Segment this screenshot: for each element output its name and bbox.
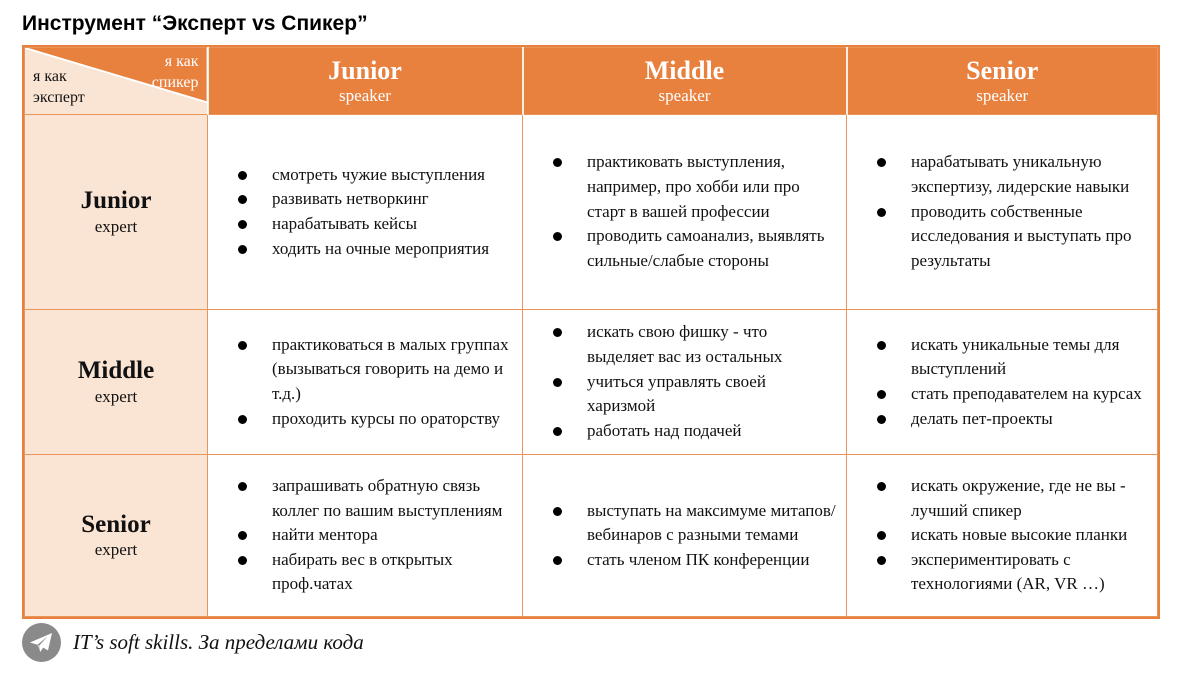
bullet-item: работать над подачей (551, 419, 836, 444)
bullet-item: делать пет-проекты (875, 407, 1147, 432)
bullet-item: искать уникальные темы для выступлений (875, 333, 1147, 382)
channel-name: IT’s soft skills. За пределами кода (73, 630, 364, 654)
bullet-list (523, 150, 846, 273)
bullet-list (208, 163, 522, 262)
row-title: Junior (80, 187, 152, 214)
matrix-corner-cell (25, 48, 208, 115)
telegram-icon (22, 623, 61, 662)
cell-senior-expert-senior-speaker (847, 455, 1158, 617)
table-row (25, 455, 1158, 617)
matrix-table (24, 47, 1158, 617)
bullet-item: практиковать выступления, например, про хобби или про старт в вашей профессии (551, 150, 836, 224)
bullet-item: стать членом ПК конференции (551, 548, 836, 573)
corner-expert-axis-label: я как эксперт (33, 68, 85, 107)
cell-senior-expert-junior-speaker (208, 455, 523, 617)
cell-middle-expert-senior-speaker (847, 310, 1158, 455)
cell-middle-expert-junior-speaker (208, 310, 523, 455)
row-subtitle: expert (94, 216, 138, 236)
bullet-list (847, 333, 1157, 432)
row-subtitle: expert (94, 386, 138, 406)
column-subtitle: speaker (658, 85, 711, 105)
row-header-middle-expert (25, 310, 208, 455)
bullet-item: экспериментировать с технологиями (AR, VR …) (875, 548, 1147, 597)
cell-junior-expert-junior-speaker (208, 115, 523, 310)
table-row (25, 310, 1158, 455)
column-title: Senior (966, 55, 1039, 85)
bullet-item: искать новые высокие планки (875, 523, 1147, 548)
bullet-item: проходить курсы по ораторству (236, 407, 512, 432)
header-row (25, 48, 1158, 115)
bullet-item: нарабатывать кейсы (236, 212, 512, 237)
cell-senior-expert-middle-speaker (523, 455, 847, 617)
cell-junior-expert-middle-speaker (523, 115, 847, 310)
bullet-item: искать свою фишку - что выделяет вас из остальных (551, 320, 836, 369)
bullet-item: ходить на очные мероприятия (236, 237, 512, 262)
corner-speaker-axis-label: я как спикер (151, 53, 199, 91)
row-header-senior-expert (25, 455, 208, 617)
bullet-item: найти ментора (236, 523, 512, 548)
page-title: Инструмент “Эксперт vs Спикер” (22, 12, 368, 35)
expert-vs-speaker-matrix (22, 45, 1160, 619)
row-title: Middle (77, 357, 155, 384)
bullet-list (847, 150, 1157, 273)
bullet-list (523, 320, 846, 443)
column-header-senior-speaker (847, 48, 1158, 115)
footer (22, 623, 364, 662)
row-title: Senior (81, 510, 151, 538)
cell-middle-expert-middle-speaker (523, 310, 847, 455)
bullet-item: проводить собственные исследования и выступать про результаты (875, 200, 1147, 274)
bullet-list (847, 474, 1157, 597)
column-header-middle-speaker (523, 48, 847, 115)
bullet-item: стать преподавателем на курсах (875, 382, 1147, 407)
column-subtitle: speaker (976, 85, 1029, 105)
bullet-item: смотреть чужие выступления (236, 163, 512, 188)
row-subtitle: expert (94, 540, 138, 560)
bullet-item: проводить самоанализ, выявлять сильные/слабые стороны (551, 224, 836, 273)
row-header-junior-expert (25, 115, 208, 310)
table-row (25, 115, 1158, 310)
column-title: Junior (328, 55, 402, 85)
bullet-item: учиться управлять своей харизмой (551, 370, 836, 419)
bullet-list (208, 474, 522, 597)
column-header-junior-speaker (208, 48, 523, 115)
bullet-list (523, 499, 846, 573)
bullet-item: искать окружение, где не вы - лучший спикер (875, 474, 1147, 523)
cell-junior-expert-senior-speaker (847, 115, 1158, 310)
bullet-item: набирать вес в открытых проф.чатах (236, 548, 512, 597)
bullet-item: практиковаться в малых группах (вызываться говорить на демо и т.д.) (236, 333, 512, 407)
bullet-item: выступать на максимуме митапов/вебинаров с разными темами (551, 499, 836, 548)
column-subtitle: speaker (339, 85, 391, 105)
bullet-item: запрашивать обратную связь коллег по вашим выступлениям (236, 474, 512, 523)
bullet-item: нарабатывать уникальную экспертизу, лидерские навыки (875, 150, 1147, 199)
bullet-list (208, 333, 522, 432)
column-title: Middle (644, 55, 725, 85)
bullet-item: развивать нетворкинг (236, 187, 512, 212)
